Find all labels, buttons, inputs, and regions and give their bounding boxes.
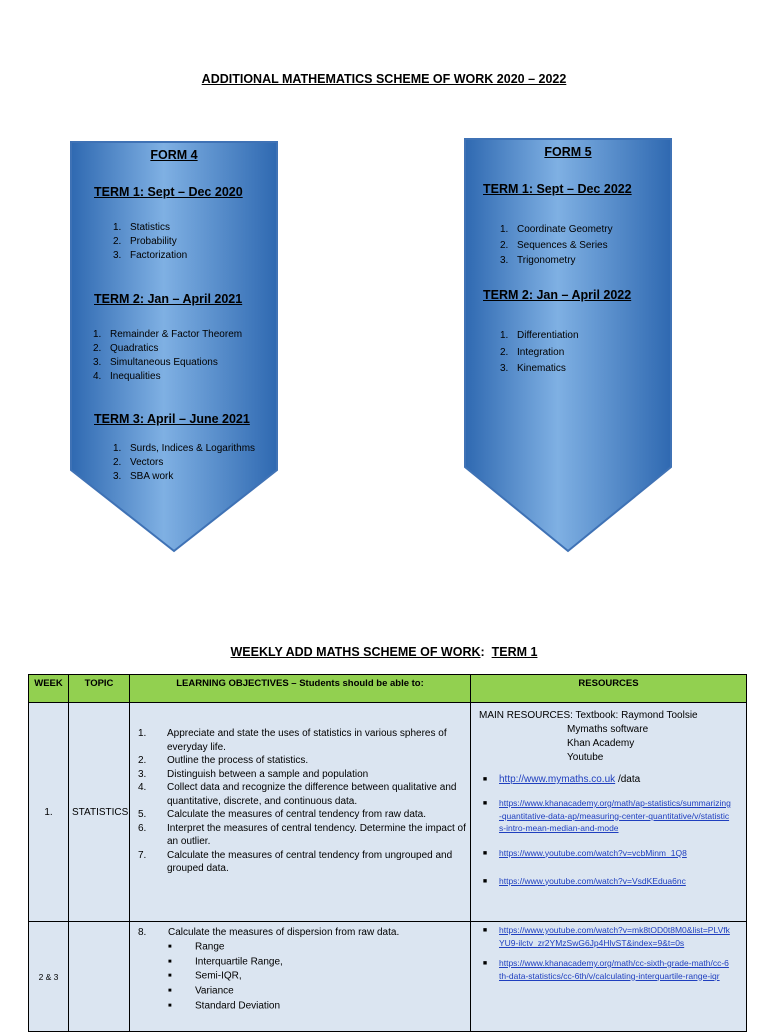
list-item: 2. Sequences & Series [500, 240, 608, 251]
bullet-icon: ■ [168, 1002, 172, 1009]
resource-link[interactable]: https://www.youtube.com/watch?v=VsdKEdua6nc [499, 875, 686, 886]
list-item: ■ Range [168, 941, 225, 953]
bullet-icon: ■ [482, 927, 488, 934]
list-item: 5. Calculate the measures of central tendency from raw data. [138, 809, 427, 820]
list-item: 3. SBA work [113, 471, 174, 482]
main-resources-line: Khan Academy [567, 738, 635, 749]
list-item: 1. Remainder & Factor Theorem [93, 329, 243, 340]
dispersion-measures-list [138, 940, 466, 1013]
bullet-icon: ■ [168, 987, 172, 994]
form4-title: FORM 4 [150, 148, 198, 162]
list-item [471, 875, 746, 889]
form4-term1-heading: TERM 1: Sept – Dec 2020 [94, 185, 243, 199]
list-item: 1. Differentiation [500, 330, 579, 341]
list-item: 3. Distinguish between a sample and population [138, 768, 369, 780]
form4-term2-list [93, 328, 242, 384]
form4-chevron-panel [68, 140, 280, 554]
list-item [471, 924, 746, 949]
list-item: ■ http://www.mymaths.co.uk /data [471, 773, 746, 787]
table-row [29, 922, 747, 1032]
list-item: 1. Surds, Indices & Logarithms [113, 443, 256, 454]
resource-links [471, 773, 746, 889]
column-header-learning-objectives: LEARNING OBJECTIVES – Students should be able to: [130, 675, 471, 703]
objective-item: 8. Calculate the measures of dispersion from raw data. [138, 927, 400, 938]
main-resources-line: MAIN RESOURCES: Textbook: Raymond Toolsie [479, 710, 698, 721]
bullet-icon: ■ [168, 958, 172, 965]
form5-term1-list [500, 223, 613, 268]
list-item: 3. Kinematics [500, 363, 566, 374]
list-item: 7. Calculate the measures of central tendency from ungrouped and grouped data. [138, 849, 453, 874]
list-item: 2. Integration [500, 347, 565, 358]
objectives-cell [130, 922, 471, 1032]
resource-link[interactable]: https://www.khanacademy.org/math/ap-statistics/summarizing-quantitative-data-ap/measuring-center-quantitative/v/statistics-intro-mean-median-and-mode [499, 798, 731, 833]
bullet-icon: ■ [482, 849, 488, 857]
list-item: 2. Probability [113, 236, 177, 247]
resource-link[interactable]: https://www.youtube.com/watch?v=vcbMinm_1Q8 [499, 847, 687, 858]
week-cell: 1. [29, 703, 69, 922]
list-item: 2. Quadratics [93, 343, 159, 354]
form5-term1-heading: TERM 1: Sept – Dec 2022 [483, 182, 632, 196]
list-item [471, 797, 746, 835]
bullet-icon: ■ [482, 960, 488, 967]
document-title: ADDITIONAL MATHEMATICS SCHEME OF WORK 2020 – 2022 [201, 72, 567, 86]
column-header-week: WEEK [29, 675, 69, 703]
form5-term2-list [500, 329, 579, 376]
form4-term2-heading: TERM 2: Jan – April 2021 [94, 292, 243, 306]
main-resources-line: Mymaths software [567, 724, 649, 735]
list-item: 4. Collect data and recognize the difference between qualitative and quantitative, discrete, and continuous data. [138, 782, 457, 807]
resources-cell [471, 922, 747, 1032]
main-resources-line: Youtube [567, 752, 604, 763]
bullet-icon: ■ [482, 800, 488, 807]
list-item: ■ Standard Deviation [168, 1000, 281, 1012]
week-cell: 2 & 3 [29, 922, 69, 1032]
objectives-cell [130, 703, 471, 922]
topic-cell: STATISTICS [69, 703, 130, 922]
table-row [29, 703, 747, 922]
resource-links [471, 924, 746, 982]
form5-term2-heading: TERM 2: Jan – April 2022 [483, 288, 632, 302]
table-header-row [29, 675, 747, 703]
form4-term1-list [113, 221, 187, 263]
list-item: 3. Simultaneous Equations [93, 357, 218, 368]
list-item: ■ Variance [168, 985, 234, 997]
list-item: 1. Statistics [113, 222, 171, 233]
list-item: 2. Outline the process of statistics. [138, 755, 309, 766]
list-item: 6. Interpret the measures of central tendency. Determine the impact of an outlier. [138, 822, 466, 847]
list-item [471, 847, 746, 861]
scheme-of-work-table [28, 674, 747, 1032]
resource-link[interactable]: http://www.mymaths.co.uk [499, 774, 616, 785]
list-item [471, 957, 746, 982]
form4-term3-heading: TERM 3: April – June 2021 [94, 412, 250, 426]
objectives-list [138, 727, 466, 876]
resource-link[interactable]: https://www.khanacademy.org/math/cc-sixth-grade-math/cc-6th-data-statistics/cc-6th/v/calculating-interquartile-range-iqr [499, 958, 729, 981]
list-item: ■ Interquartile Range, [168, 956, 283, 968]
topic-cell [69, 922, 130, 1032]
column-header-resources: RESOURCES [471, 675, 747, 703]
list-item: 3. Trigonometry [500, 255, 576, 266]
list-item: 1. Coordinate Geometry [500, 224, 613, 235]
resources-cell [471, 703, 747, 922]
weekly-scheme-title: WEEKLY ADD MATHS SCHEME OF WORK: TERM 1 [230, 645, 538, 659]
form4-term3-list [113, 442, 255, 484]
resource-link[interactable]: https://www.youtube.com/watch?v=mk8tOD0t8M0&list=PLVfkYU9-ilctv_zr2YMzSwG6Jp4HlvST&index=9&t=0s [499, 925, 730, 948]
list-item: ■ Semi-IQR, [168, 970, 242, 982]
main-resources [471, 703, 746, 765]
list-item: 4. Inequalities [93, 371, 161, 382]
list-item: 2. Vectors [113, 457, 164, 468]
list-item: 3. Factorization [113, 250, 188, 261]
list-item: 1. Appreciate and state the uses of statistics in various spheres of everyday life. [138, 728, 447, 753]
bullet-icon: ■ [168, 944, 172, 950]
bullet-icon: ■ [482, 877, 488, 885]
form5-title: FORM 5 [544, 145, 592, 159]
form5-chevron-panel [462, 137, 674, 554]
column-header-topic: TOPIC [69, 675, 130, 703]
bullet-icon: ■ [168, 973, 172, 980]
bullet-icon: ■ [482, 776, 488, 783]
